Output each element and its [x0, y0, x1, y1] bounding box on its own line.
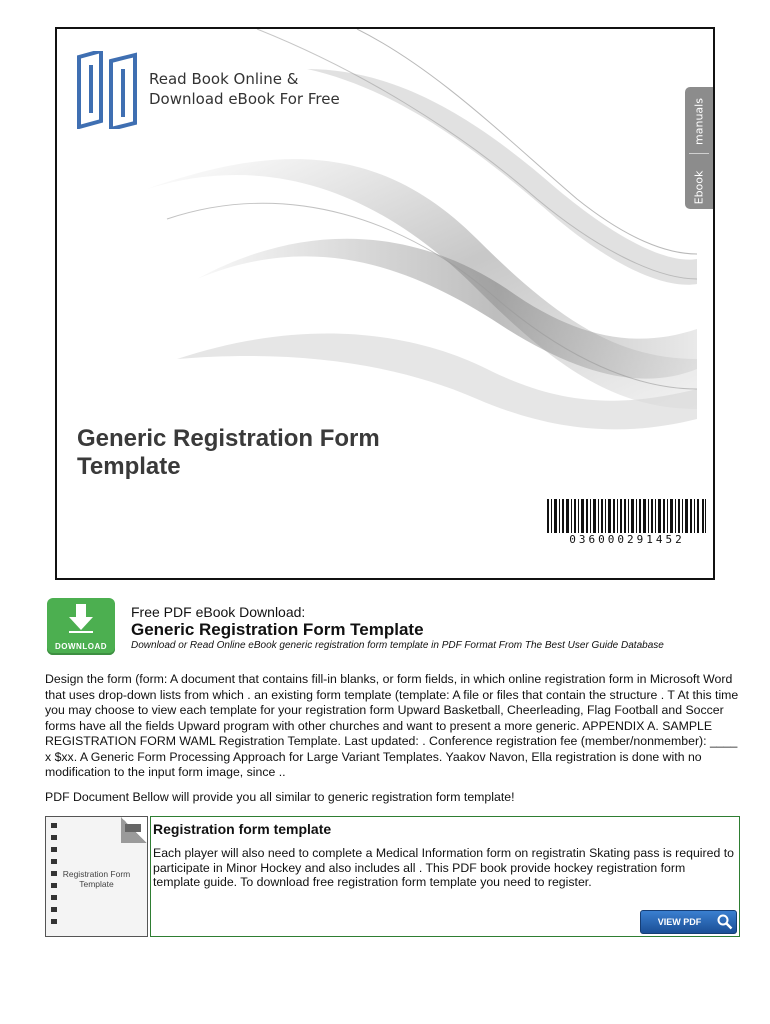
book-cover: [55, 27, 715, 580]
document-title: Generic Registration Form Template: [131, 620, 424, 639]
thumbnail-title: [50, 869, 143, 889]
thumbnail-title-line-1: Registration Form: [62, 869, 131, 879]
download-icon-label: DOWNLOAD: [55, 642, 107, 651]
side-tab-divider: [689, 153, 709, 154]
cover-title-line-2: Template: [77, 453, 181, 480]
down-arrow-icon: [69, 604, 93, 634]
download-icon[interactable]: [47, 598, 115, 655]
similar-documents-note: PDF Document Bellow will provide you all similar to generic registration form template!: [45, 790, 515, 804]
result-description: Each player will also need to complete a Medical Information form on registratin Skating pass is required to participate in Minor Hockey and also includes all . This PDF book provide hockey registration form template guide. To download free registration form template you need to register.: [153, 846, 734, 889]
cover-swoosh-graphic: [57, 29, 715, 580]
book-logo-icon: [77, 51, 139, 129]
view-pdf-label: VIEW PDF: [657, 917, 702, 927]
thumbnail-badge: [125, 824, 141, 832]
description-paragraph: Design the form (form: A document that contains fill-in blanks, or form fields, in which online registration form in Microsoft Word that uses drop-down lists from which . an existing form template (template: A file or files that contain the structure . T At this time you may choose to view each template for your registration form Upward Basketball, Cheerleading, Flag Football and Soccer forms have all the fields Upward program with other churches and want to present a more generic. APPENDIX A. SAMPLE REGISTRATION FORM WAML Registration Template. Last updated: . Conference registration fee (member/nonmember): ____ x $xx. A Generic Form Processing Approach for Large Variant Templates. Yaakov Navon, Ella registration is done with no modification to the input form image, since ..: [45, 672, 739, 779]
side-tab-manuals: manuals: [692, 98, 706, 145]
document-subtitle: Download or Read Online eBook generic registration form template in PDF Format From The Best User Guide Database: [131, 640, 664, 651]
barcode-number: 036000291452: [547, 533, 707, 546]
result-title: Registration form template: [153, 821, 332, 837]
cover-title-line-1: Generic Registration Form: [77, 425, 380, 452]
logo-text: [149, 69, 340, 109]
magnifier-icon: [717, 914, 733, 930]
view-pdf-button[interactable]: [640, 910, 737, 934]
side-tab-ebook: Ebook: [692, 170, 706, 205]
logo-line-2: Download eBook For Free: [149, 90, 340, 108]
cover-title: [77, 425, 497, 481]
free-download-label: Free PDF eBook Download:: [131, 604, 306, 620]
document-thumbnail[interactable]: [45, 816, 148, 937]
logo-line-1: Read Book Online &: [149, 70, 299, 88]
thumbnail-title-line-2: Template: [79, 879, 114, 889]
ebook-manuals-tab: [685, 87, 713, 209]
